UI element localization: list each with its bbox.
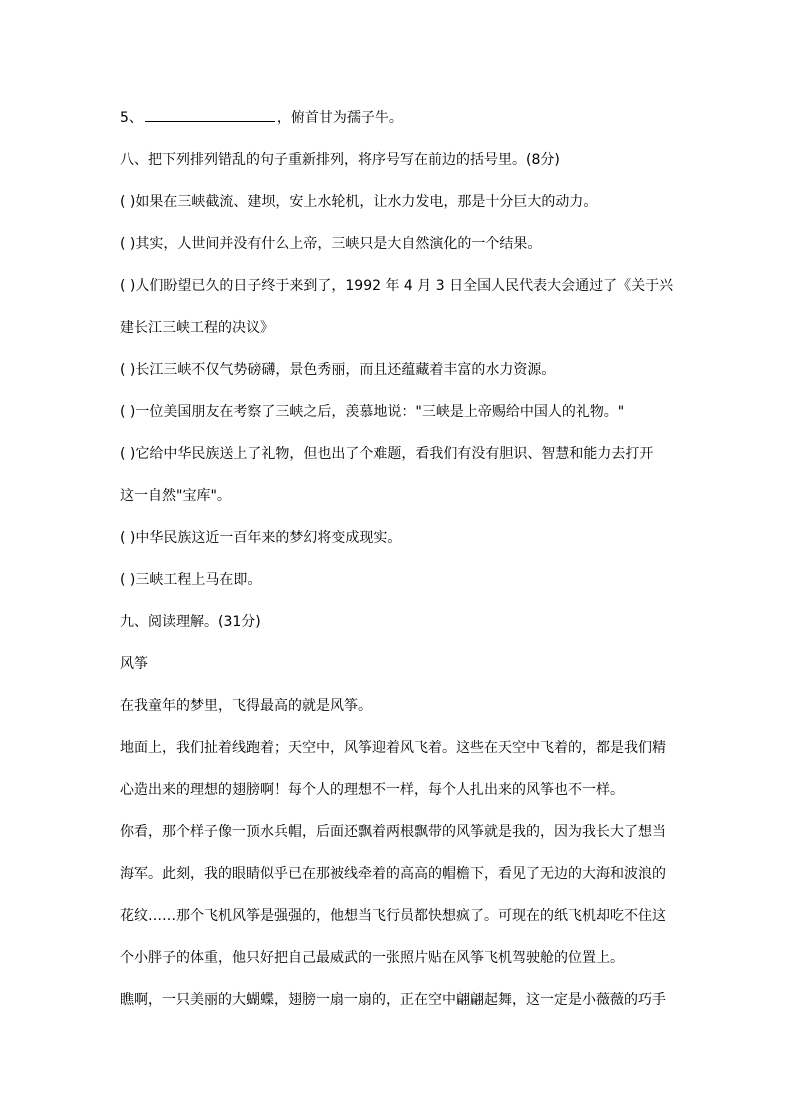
sentence-item-3-continuation: 建长江三峡工程的决议》 (120, 320, 274, 336)
question-5-number: 5、 (120, 110, 143, 126)
sentence-text: 中华民族这近一百年来的梦幻将变成现实。 (135, 530, 402, 546)
sentence-item-6 (120, 444, 680, 464)
sentence-text: 一位美国朋友在考察了三峡之后，羡慕地说："三峡是上帝赐给中国人的礼物。" (135, 404, 625, 420)
answer-blank[interactable] (145, 109, 275, 122)
question-5 (120, 108, 680, 128)
sentence-text: 它给中华民族送上了礼物，但也出了个难题，看我们有没有胆识、智慧和能力去打开 (135, 446, 654, 462)
order-bracket[interactable]: ( ) (120, 194, 136, 210)
order-bracket[interactable]: ( ) (120, 404, 136, 420)
reading-line: 个小胖子的体重，他只好把自己最威武的一张照片贴在风筝飞机驾驶舱的位置上。 (120, 950, 624, 966)
reading-line: 你看，那个样子像一顶水兵帽，后面还飘着两根飘带的风筝就是我的，因为我长大了想当 (120, 824, 666, 840)
reading-line: 瞧啊，一只美丽的大蝴蝶，翅膀一扇一扇的，正在空中翩翩起舞，这一定是小薇薇的巧手 (120, 992, 666, 1008)
sentence-item-5 (120, 402, 680, 422)
sentence-item-3 (120, 276, 680, 296)
order-bracket[interactable]: ( ) (120, 236, 136, 252)
order-bracket[interactable]: ( ) (120, 278, 136, 294)
order-bracket[interactable]: ( ) (120, 530, 136, 546)
sentence-item-8 (120, 570, 680, 590)
reading-line: 花纹……那个飞机风筝是强强的，他想当飞行员都快想疯了。可现在的纸飞机却吃不住这 (120, 908, 666, 924)
sentence-text: 长江三峡不仅气势磅礴，景色秀丽，而且还蕴藏着丰富的水力资源。 (135, 362, 556, 378)
question-5-text: ，俯首甘为孺子牛。 (276, 110, 403, 126)
order-bracket[interactable]: ( ) (120, 572, 136, 588)
reading-line: 海军。此刻，我的眼睛似乎已在那被线牵着的高高的帽檐下，看见了无边的大海和波浪的 (120, 866, 666, 882)
sentence-text: 三峡工程上马在即。 (135, 572, 262, 588)
reading-line: 在我童年的梦里，飞得最高的就是风筝。 (120, 698, 372, 714)
sentence-text: 如果在三峡截流、建坝，安上水轮机，让水力发电，那是十分巨大的动力。 (135, 194, 598, 210)
reading-line: 地面上，我们扯着线跑着；天空中，风筝迎着风飞着。这些在天空中飞着的，都是我们精 (120, 740, 666, 756)
sentence-text: 人们盼望已久的日子终于来到了，1992 年 4 月 3 日全国人民代表大会通过了《关于兴 (135, 278, 674, 294)
section-8-heading: 八、把下列排列错乱的句子重新排列，将序号写在前边的括号里。(8分) (120, 152, 560, 168)
sentence-item-2 (120, 234, 680, 254)
section-9-heading: 九、阅读理解。(31分) (120, 614, 261, 630)
sentence-item-4 (120, 360, 680, 380)
reading-line: 心造出来的理想的翅膀啊！每个人的理想不一样，每个人扎出来的风筝也不一样。 (120, 782, 624, 798)
sentence-item-7 (120, 528, 680, 548)
reading-title: 风筝 (120, 656, 148, 672)
order-bracket[interactable]: ( ) (120, 446, 136, 462)
sentence-text: 其实，人世间并没有什么上帝，三峡只是大自然演化的一个结果。 (135, 236, 542, 252)
order-bracket[interactable]: ( ) (120, 362, 136, 378)
sentence-item-6-continuation: 这一自然"宝库"。 (120, 488, 231, 504)
sentence-item-1 (120, 192, 680, 212)
